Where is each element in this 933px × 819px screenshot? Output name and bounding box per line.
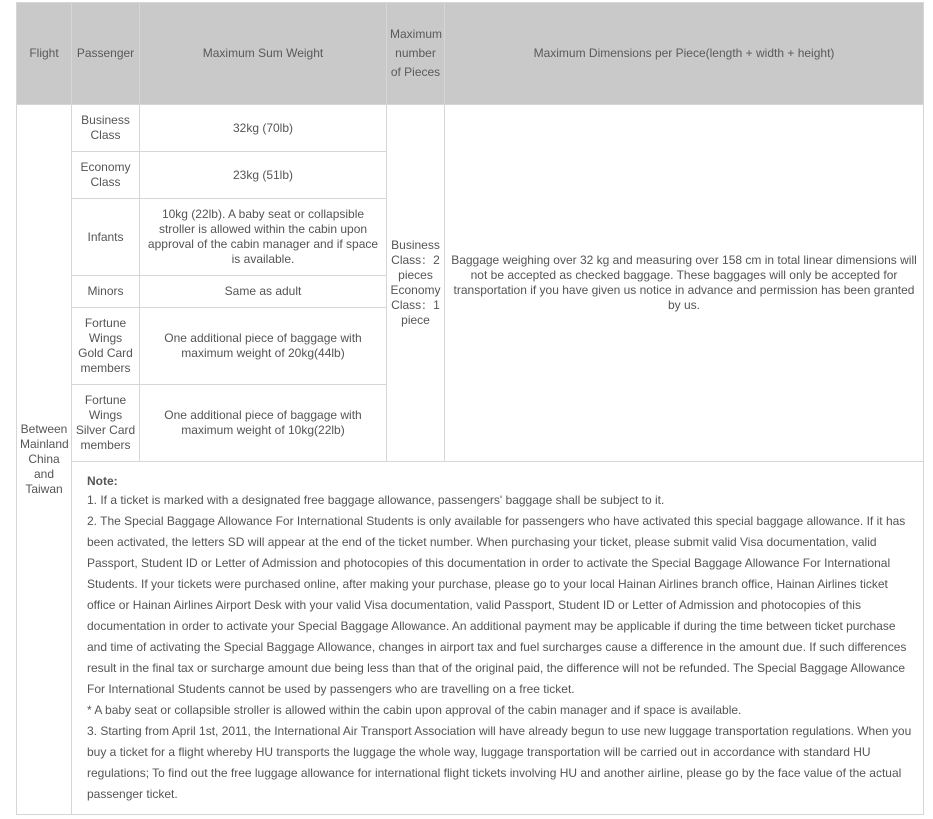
header-max-dimensions: Maximum Dimensions per Piece(length + width + height) [445,3,924,105]
passenger-type-cell: Fortune Wings Gold Card members [72,308,140,385]
header-flight: Flight [17,3,72,105]
passenger-type-cell: Business Class [72,105,140,152]
weight-cell: One additional piece of baggage with maximum weight of 10kg(22lb) [140,385,387,462]
note-line: 1. If a ticket is marked with a designated free baggage allowance, passengers' baggage shall be subject to it. [87,493,665,507]
weight-cell: 32kg (70lb) [140,105,387,152]
passenger-type-cell: Fortune Wings Silver Card members [72,385,140,462]
table-row [17,105,924,152]
table-header-row [17,3,924,105]
header-max-pieces: Maximum number of Pieces [387,3,445,105]
dimensions-cell: Baggage weighing over 32 kg and measuring over 158 cm in total linear dimensions will not be accepted as checked baggage. These baggages will only be accepted for transportation if you have given us notice in advance and permission has been granted by us. [445,105,924,462]
pieces-cell: Business Class：2 pieces Economy Class：1 piece [387,105,445,462]
passenger-type-cell: Infants [72,199,140,276]
header-passenger: Passenger [72,3,140,105]
weight-cell: 23kg (51lb) [140,152,387,199]
weight-cell: Same as adult [140,276,387,308]
header-max-sum-weight: Maximum Sum Weight [140,3,387,105]
passenger-type-cell: Minors [72,276,140,308]
note-line: 2. The Special Baggage Allowance For International Students is only available for passengers who have activated this special baggage allowance. If it has been activated, the letters SD will appear at the end of the ticket number. When purchasing your ticket, please submit valid Visa documentation, valid Passport, Student ID or Letter of Admission and photocopies of this documentation in order to activate the Special Baggage Allowance For International Students. If your tickets were purchased online, after making your purchase, please go to your local Hainan Airlines branch office, Hainan Airlines ticket office or Hainan Airlines Airport Desk with your valid Visa documentation, valid Passport, Student ID or Letter of Admission and photocopies of this documentation in order to activate your Special Baggage Allowance. An additional payment may be applicable if during the time between ticket purchase and time of activating the Special Baggage Allowance, changes in airport tax and fuel surcharges cause a difference in the amount due. If such differences result in the final tax or surcharge amount due being less than that of the original paid, the difference will not be refunded. The Special Baggage Allowance For International Students cannot be used by passengers who are travelling on a free ticket. [87,514,907,696]
baggage-allowance-table [16,2,924,815]
weight-cell: One additional piece of baggage with maximum weight of 20kg(44lb) [140,308,387,385]
weight-cell: 10kg (22lb). A baby seat or collapsible stroller is allowed within the cabin upon approval of the cabin manager and if space is available. [140,199,387,276]
note-cell [72,462,924,815]
note-title: Note: [87,474,118,488]
flight-route-cell: Between Mainland China and Taiwan [17,105,72,815]
note-line: * A baby seat or collapsible stroller is allowed within the cabin upon approval of the cabin manager and if space is available. [87,703,742,717]
note-line: 3. Starting from April 1st, 2011, the International Air Transport Association will have already begun to use new luggage transportation regulations. When you buy a ticket for a flight whereby HU transports the luggage the whole way, luggage transportation will be carried out in accordance with standard HU regulations; To find out the free luggage allowance for international flight tickets involving HU and another airline, please go by the face value of the actual passenger ticket. [87,724,912,801]
table-row [17,462,924,815]
passenger-type-cell: Economy Class [72,152,140,199]
